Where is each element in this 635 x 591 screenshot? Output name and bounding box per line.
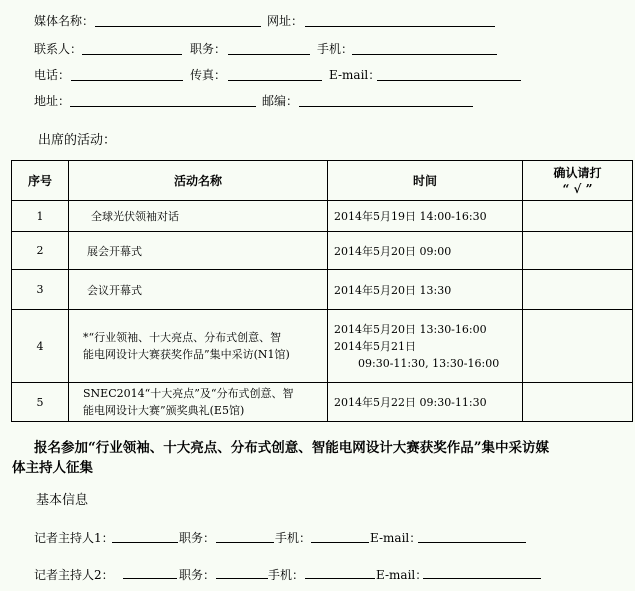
host1-name-field[interactable] (112, 542, 178, 543)
row-time (328, 201, 523, 232)
col-header-name: 活动名称 (69, 161, 328, 201)
row-no: 3 (12, 270, 69, 310)
row-no: 4 (12, 310, 69, 383)
row-name-line: *“行业领袖、十大亮点、分布式创意、智 (83, 331, 282, 344)
activities-table (11, 160, 633, 422)
host2-position-field[interactable] (216, 578, 268, 579)
fax-label: 传真： (190, 68, 227, 82)
email-field[interactable] (377, 80, 521, 81)
host2-label: 记者主持人2： (34, 568, 114, 582)
table-row (12, 270, 633, 310)
table-row (12, 232, 633, 270)
host1-email-field[interactable] (418, 542, 526, 543)
postcode-label: 邮编： (262, 94, 299, 108)
row-no: 5 (12, 383, 69, 422)
fax-field[interactable] (228, 80, 322, 81)
activities-heading: 出席的活动： (38, 133, 117, 148)
row-time (328, 383, 523, 422)
host1-position-field[interactable] (216, 542, 274, 543)
row-no: 1 (12, 201, 69, 232)
contact-label: 联系人： (34, 42, 83, 56)
address-label: 地址： (34, 94, 71, 108)
row-name-line: 会议开幕式 (87, 283, 142, 297)
host1-label: 记者主持人1： (34, 531, 114, 545)
host2-email-field[interactable] (423, 578, 541, 579)
postcode-field[interactable] (299, 106, 473, 107)
position-label: 职务： (190, 42, 227, 56)
mobile-label: 手机： (317, 42, 354, 56)
host2-name-field[interactable] (123, 578, 177, 579)
confirm-header-line2: “ √ ” (562, 181, 593, 196)
table-header-row (12, 161, 633, 201)
row-name (69, 310, 328, 383)
host2-email-label: E-mail： (376, 568, 428, 582)
table-row (12, 201, 633, 232)
table-row (12, 310, 633, 383)
confirm-cell[interactable] (523, 201, 633, 232)
row-time-line: 2014年5月19日 14:00-16:30 (334, 210, 487, 223)
row-time-line: 2014年5月20日 09:00 (334, 244, 452, 258)
row-time (328, 310, 523, 383)
confirm-cell[interactable] (523, 232, 633, 270)
row-time (328, 270, 523, 310)
col-header-confirm (523, 161, 633, 201)
url-field[interactable] (305, 26, 495, 27)
row-time-line: 2014年5月21日 (334, 339, 416, 353)
host2-position-label: 职务： (179, 568, 216, 582)
host2-mobile-field[interactable] (305, 578, 375, 579)
row-name-line: 能电网设计大赛获奖作品”集中采访(N1馆) (83, 348, 290, 361)
row-time-line: 2014年5月20日 13:30-16:00 (334, 322, 487, 336)
col-header-no: 序号 (12, 161, 69, 201)
email-label: E-mail： (329, 68, 381, 82)
row-time-line: 2014年5月22日 09:30-11:30 (334, 396, 487, 409)
address-field[interactable] (70, 106, 256, 107)
row-name (69, 201, 328, 232)
row-name (69, 232, 328, 270)
media-name-field[interactable] (95, 26, 261, 27)
row-no: 2 (12, 232, 69, 270)
row-name-line: 能电网设计大赛”颁奖典礼(E5馆) (83, 404, 245, 417)
confirm-cell[interactable] (523, 270, 633, 310)
phone-label: 电话： (34, 68, 71, 82)
row-name (69, 383, 328, 422)
confirm-cell[interactable] (523, 310, 633, 383)
mobile-field[interactable] (352, 54, 497, 55)
host1-position-label: 职务： (179, 531, 216, 545)
row-time-line: 09:30-11:30, 13:30-16:00 (358, 356, 500, 370)
signup-heading-line2: 体主持人征集 (12, 460, 93, 476)
confirm-cell[interactable] (523, 383, 633, 422)
table-row (12, 383, 633, 422)
media-name-label: 媒体名称： (34, 14, 95, 28)
contact-field[interactable] (82, 54, 182, 55)
row-time (328, 232, 523, 270)
phone-field[interactable] (71, 80, 183, 81)
row-name-line: SNEC2014“十大亮点”及“分布式创意、智 (83, 387, 294, 400)
confirm-header-line1: 确认请打 (553, 165, 602, 180)
row-name-line: 全球光伏领袖对话 (91, 210, 179, 223)
host1-mobile-label: 手机： (275, 531, 312, 545)
col-header-time: 时间 (328, 161, 523, 201)
host1-mobile-field[interactable] (311, 542, 369, 543)
position-field[interactable] (228, 54, 310, 55)
row-name-line: 展会开幕式 (87, 244, 142, 258)
row-time-line: 2014年5月20日 13:30 (334, 283, 452, 297)
signup-heading-line1: 报名参加“行业领袖、十大亮点、分布式创意、智能电网设计大赛获奖作品”集中采访媒 (34, 440, 550, 456)
basic-info-heading: 基本信息 (36, 493, 89, 508)
host2-mobile-label: 手机： (268, 568, 305, 582)
host1-email-label: E-mail： (370, 531, 422, 545)
url-label: 网址： (267, 14, 304, 28)
row-name (69, 270, 328, 310)
